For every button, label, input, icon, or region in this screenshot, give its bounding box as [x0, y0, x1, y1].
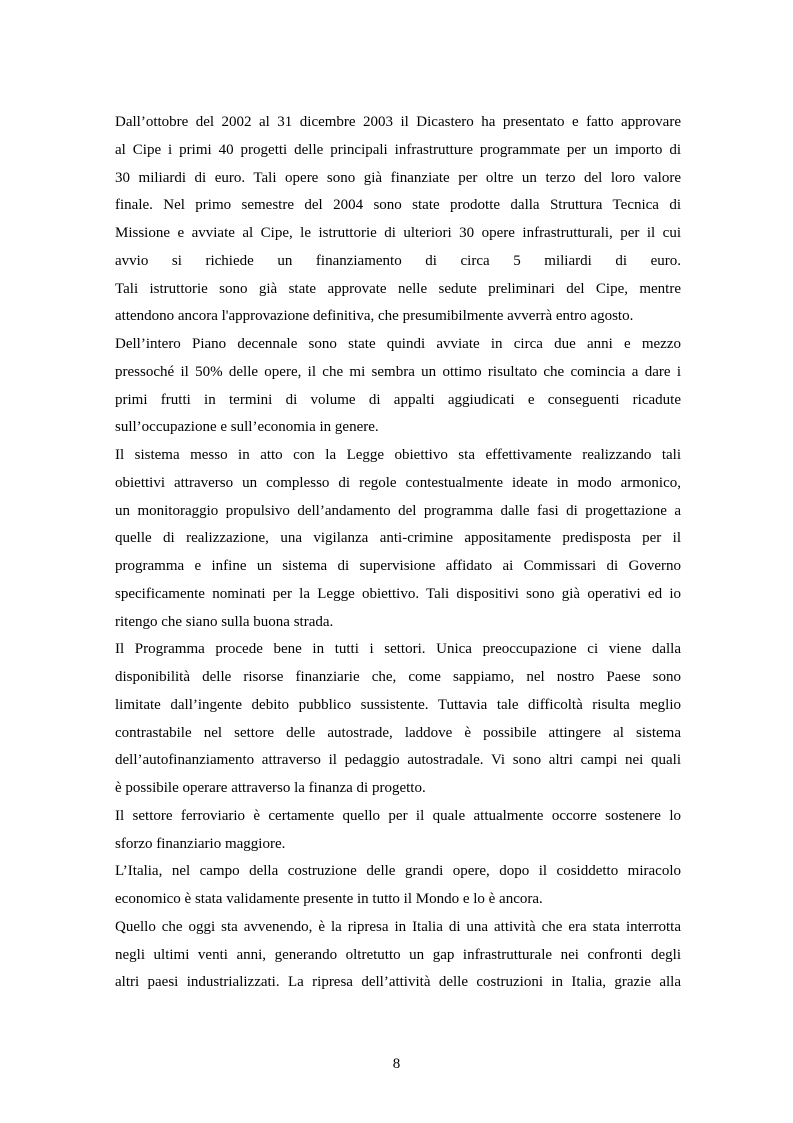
paragraph: [115, 109, 681, 331]
text-line: attendono ancora l'approvazione definitiva, che presumibilmente avverrà entro agosto.: [115, 308, 634, 325]
text-line: specificamente nominati per la Legge obiettivo. Tali dispositivi sono già operativi ed io: [115, 585, 681, 602]
text-line: disponibilità delle risorse finanziarie che, come sappiamo, nel nostro Paese sono: [115, 669, 681, 685]
text-line: Quello che oggi sta avvenendo, è la ripresa in Italia di una attività che era stata interrotta: [115, 918, 681, 935]
paragraph: [115, 803, 681, 859]
text-line: L’Italia, nel campo della costruzione delle grandi opere, dopo il cosiddetto miracolo: [115, 863, 681, 880]
text-line: obiettivi attraverso un complesso di regole contestualmente ideate in modo armonico,: [115, 474, 681, 491]
text-line: un monitoraggio propulsivo dell’andamento del programma dalle fasi di progettazione a: [115, 502, 681, 519]
text-line: al Cipe i primi 40 progetti delle principali infrastrutture programmate per un importo di: [115, 141, 681, 158]
text-line: altri paesi industrializzati. La ripresa dell’attività delle costruzioni in Italia, grazie alla: [115, 974, 681, 991]
text-line: limitate dall’ingente debito pubblico sussistente. Tuttavia tale difficoltà risulta meglio: [115, 696, 681, 713]
text-line: economico è stata validamente presente in tutto il Mondo e lo è ancora.: [115, 891, 543, 907]
text-line: avvio si richiede un finanziamento di circa 5 miliardi di euro.: [115, 252, 681, 269]
text-line: negli ultimi venti anni, generando oltretutto un gap infrastrutturale nei confronti degli: [115, 946, 681, 963]
text-line: quelle di realizzazione, una vigilanza anti-crimine appositamente predisposta per il: [115, 530, 681, 547]
paragraph: [115, 914, 681, 997]
text-line: sull’occupazione e sull’economia in genere.: [115, 419, 379, 436]
text-line: Tali istruttorie sono già state approvate nelle sedute preliminari del Cipe, mentre: [115, 280, 681, 297]
text-line: sforzo finanziario maggiore.: [115, 835, 286, 852]
paragraph: [115, 442, 681, 636]
text-line: dell’autofinanziamento attraverso il pedaggio autostradale. Vi sono altri campi nei quali: [115, 752, 681, 769]
text-line: pressoché il 50% delle opere, il che mi sembra un ottimo risultato che comincia a dare i: [115, 363, 681, 380]
text-line: Il settore ferroviario è certamente quello per il quale attualmente occorre sostenere lo: [115, 807, 681, 824]
text-line: Dall’ottobre del 2002 al 31 dicembre 2003 il Dicastero ha presentato e fatto approvare: [115, 114, 681, 130]
text-line: Il Programma procede bene in tutti i settori. Unica preoccupazione ci viene dalla: [115, 641, 681, 658]
text-line: Il sistema messo in atto con la Legge obiettivo sta effettivamente realizzando tali: [115, 447, 681, 463]
body-text: [115, 109, 681, 997]
text-line: ritengo che siano sulla buona strada.: [115, 613, 334, 630]
text-line: è possibile operare attraverso la finanza di progetto.: [115, 780, 426, 796]
text-line: primi frutti in termini di volume di appalti aggiudicati e conseguenti ricadute: [115, 391, 681, 408]
paragraph: [115, 858, 681, 914]
text-line: Missione e avviate al Cipe, le istruttorie di ulteriori 30 opere infrastrutturali, per il cui: [115, 225, 681, 241]
paragraph: [115, 636, 681, 803]
text-line: programma e infine un sistema di supervisione affidato ai Commissari di Governo: [115, 558, 681, 574]
text-line: Dell’intero Piano decennale sono state quindi avviate in circa due anni e mezzo: [115, 336, 681, 352]
paragraph: [115, 331, 681, 442]
text-line: 30 miliardi di euro. Tali opere sono già finanziate per oltre un terzo del loro valore: [115, 169, 681, 186]
text-line: contrastabile nel settore delle autostrade, laddove è possibile attingere al sistema: [115, 724, 681, 741]
page-number: 8: [392, 1056, 401, 1072]
text-line: finale. Nel primo semestre del 2004 sono state prodotte dalla Struttura Tecnica di: [115, 197, 681, 214]
